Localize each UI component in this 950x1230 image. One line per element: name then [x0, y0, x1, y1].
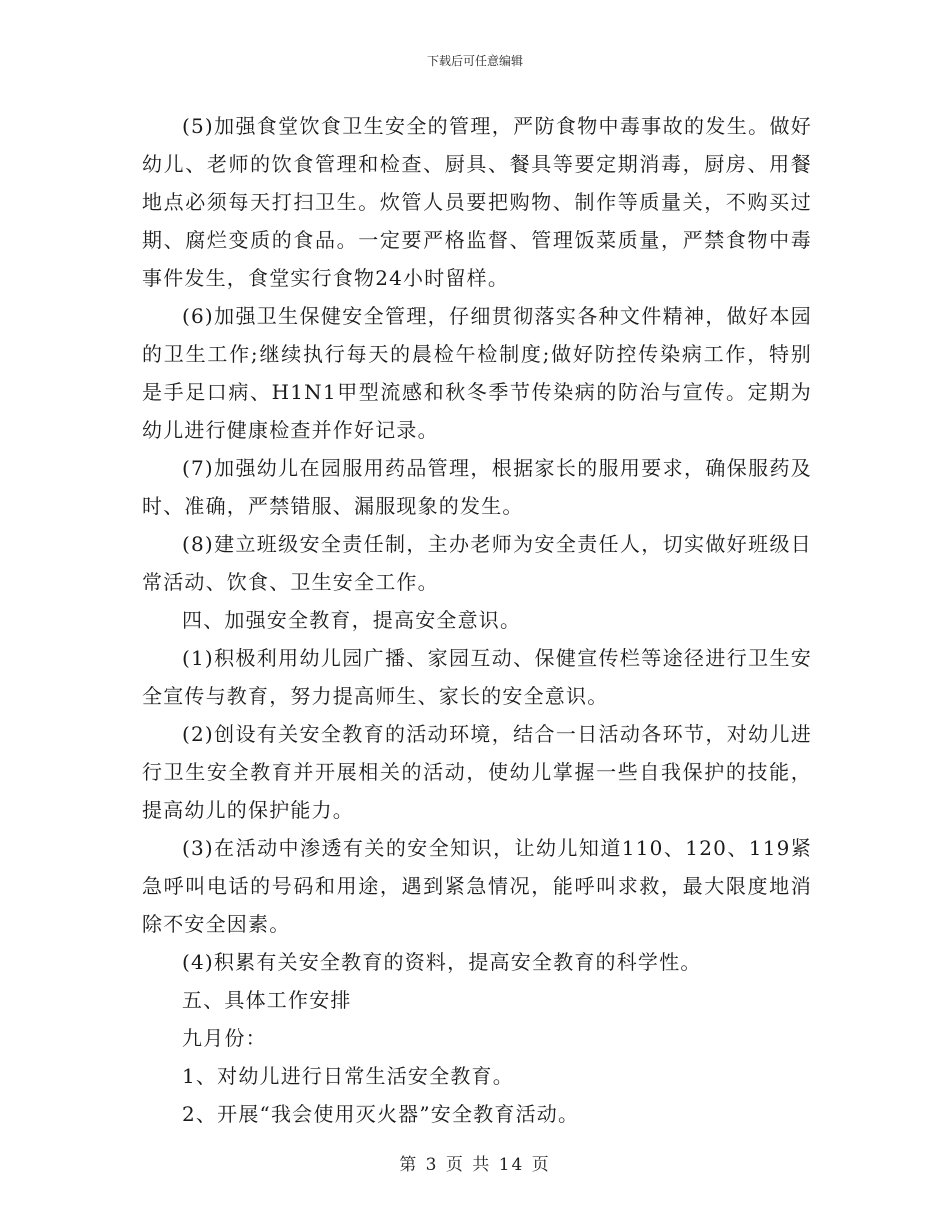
paragraph-5-canteen: (5)加强食堂饮食卫生安全的管理，严防食物中毒事故的发生。做好幼儿、老师的饮食管理和检查、厨具、餐具等要定期消毒，厨房、用餐地点必须每天打扫卫生。炊管人员要把购物、制作等质量关，不购买过期、腐烂变质的食品。一定要严格监督、管理饭菜质量，严禁食物中毒事件发生，食堂实行食物24小时留样。: [142, 114, 812, 290]
paragraph-4-materials: (4)积累有关安全教育的资料，提高安全教育的科学性。: [182, 950, 702, 974]
paragraph-2-environment: (2)创设有关安全教育的活动环境，结合一日活动各环节，对幼儿进行卫生安全教育并开展相关的活动，使幼儿掌握一些自我保护的技能，提高幼儿的保护能力。: [142, 722, 812, 822]
paragraph-1-publicity: (1)积极利用幼儿园广播、家园互动、保健宣传栏等途径进行卫生安全宣传与教育，努力提高师生、家长的安全意识。: [142, 646, 812, 708]
page-footer: 第 3 页 共 14 页: [399, 1155, 551, 1175]
list-item-1: 1、对幼儿进行日常生活安全教育。: [182, 1064, 514, 1088]
paragraph-6-health: (6)加强卫生保健安全管理，仔细贯彻落实各种文件精神，做好本园的卫生工作;继续执行每天的晨检午检制度;做好防控传染病工作，特别是手足口病、H1N1甲型流感和秋冬季节传染病的防治与宣传。定期为幼儿进行健康检查并作好记录。: [142, 304, 812, 442]
paragraph-8-class-responsibility: (8)建立班级安全责任制，主办老师为安全责任人，切实做好班级日常活动、饮食、卫生安全工作。: [142, 532, 812, 594]
section-heading-4: 四、加强安全教育，提高安全意识。: [182, 608, 522, 632]
list-item-2: 2、开展“我会使用灭火器”安全教育活动。: [182, 1102, 580, 1126]
month-label-september: 九月份：: [182, 1026, 267, 1050]
paragraph-7-medicine: (7)加强幼儿在园服用药品管理，根据家长的服用要求，确保服药及时、准确，严禁错服、漏服现象的发生。: [142, 456, 812, 518]
section-heading-5: 五、具体工作安排: [182, 988, 352, 1012]
page-header: 下载后可任意编辑: [426, 54, 523, 68]
document-body: [142, 107, 812, 1133]
paragraph-3-emergency: (3)在活动中渗透有关的安全知识，让幼儿知道110、120、119紧急呼叫电话的号码和用途，遇到紧急情况，能呼叫求救，最大限度地消除不安全因素。: [142, 836, 812, 936]
